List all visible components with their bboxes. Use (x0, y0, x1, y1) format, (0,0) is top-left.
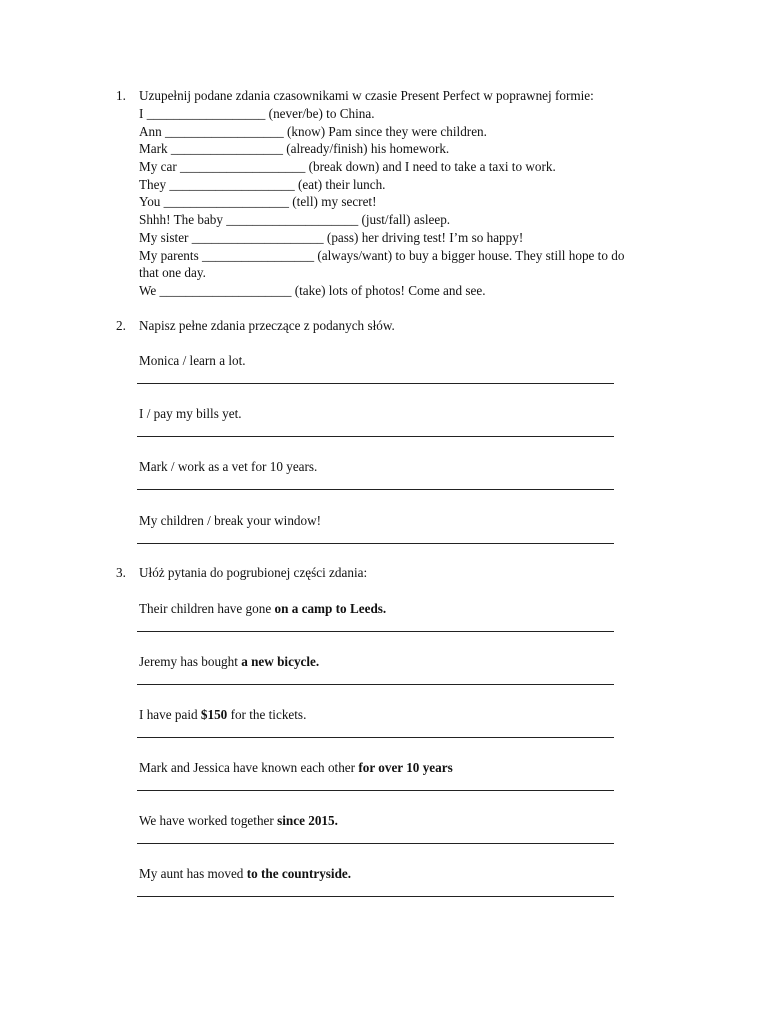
exercise-sentence: They ___________________ (eat) their lunch. (139, 177, 386, 192)
answer-line[interactable] (137, 489, 614, 490)
exercise-sentence: My sister ____________________ (pass) her driving test! I’m so happy! (139, 230, 524, 245)
answer-line[interactable] (137, 631, 614, 632)
negative-prompt: Monica / learn a lot. (139, 353, 246, 368)
answer-line[interactable] (137, 383, 614, 384)
negative-prompt: Mark / work as a vet for 10 years. (139, 459, 318, 474)
exercise-sentence-continued: that one day. (139, 265, 206, 280)
exercise-sentence: Mark _________________ (already/finish) his homework. (139, 141, 450, 156)
bold-part: for over 10 years (358, 760, 453, 775)
answer-line[interactable] (137, 843, 614, 844)
exercise-sentence: I __________________ (never/be) to China. (139, 106, 375, 121)
exercise-sentence: My parents _________________ (always/want) to buy a bigger house. They still hope to do (139, 248, 625, 263)
section-2-number: 2. (116, 318, 126, 333)
exercise-sentence: Ann __________________ (know) Pam since they were children. (139, 124, 487, 139)
exercise-sentence: We ____________________ (take) lots of photos! Come and see. (139, 283, 486, 298)
bold-part: to the countryside. (246, 866, 352, 881)
answer-line[interactable] (137, 436, 614, 437)
exercise-sentence: You ___________________ (tell) my secret! (139, 194, 377, 209)
answer-line[interactable] (137, 684, 614, 685)
exercise-sentence: Shhh! The baby ____________________ (just/fall) asleep. (139, 212, 451, 227)
bold-part: $150 (200, 707, 228, 722)
bold-part: on a camp to Leeds. (274, 601, 387, 616)
bold-part: a new bicycle. (241, 654, 320, 669)
question-sentence: Their children have gone on a camp to Leeds. (139, 601, 387, 616)
question-sentence: We have worked together since 2015. (139, 813, 338, 828)
section-1-instruction: Uzupełnij podane zdania czasownikami w czasie Present Perfect w poprawnej formie: (139, 88, 594, 103)
negative-prompt: My children / break your window! (139, 513, 322, 528)
section-3-number: 3. (116, 565, 126, 580)
answer-line[interactable] (137, 737, 614, 738)
question-sentence: Mark and Jessica have known each other for over 10 years (139, 760, 453, 775)
exercise-sentence: My car ___________________ (break down) and I need to take a taxi to work. (139, 159, 556, 174)
answer-line[interactable] (137, 543, 614, 544)
question-sentence: My aunt has moved to the countryside. (139, 866, 352, 881)
section-1-number: 1. (116, 88, 126, 103)
answer-line[interactable] (137, 790, 614, 791)
section-2-instruction: Napisz pełne zdania przeczące z podanych słów. (139, 318, 395, 333)
question-sentence: Jeremy has bought a new bicycle. (139, 654, 320, 669)
question-sentence: I have paid $150 for the tickets. (139, 707, 307, 722)
section-3-instruction: Ułóż pytania do pogrubionej części zdania: (139, 565, 368, 580)
negative-prompt: I / pay my bills yet. (139, 406, 242, 421)
answer-line[interactable] (137, 896, 614, 897)
bold-part: since 2015. (277, 813, 338, 828)
